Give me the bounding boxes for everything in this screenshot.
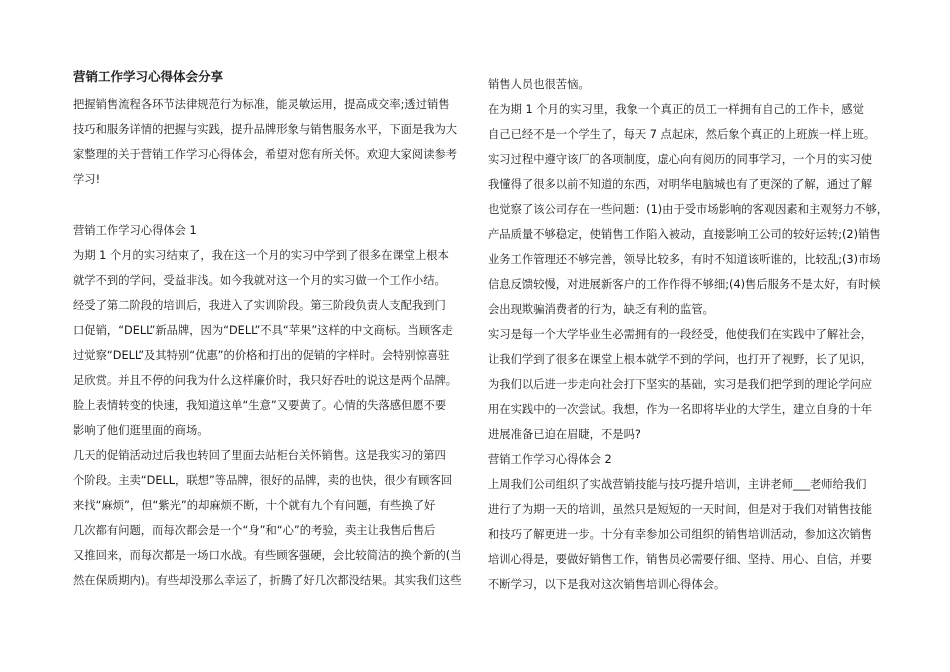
text-line: 培训心得是，要做好销售工作，销售员必需要仔细、坚持、用心、自信，并要 — [488, 553, 873, 566]
text-line: 几天的促销活动过后我也转回了里面去站柜台关怀销售。这是我实习的第四 — [73, 449, 446, 462]
text-line: 技巧和服务详情的把握与实践，提升品牌形象与销售服务水平，下面是我为大 — [73, 123, 458, 136]
text-line: 上周我们公司组织了实战营销技能与技巧提升培训，主讲老师___老师给我们 — [488, 478, 867, 491]
text-line: 自己已经不是一个学生了，每天 7 点起床，然后象个真正的上班族一样上班。 — [488, 128, 876, 141]
text-line: 为我们以后进一步走向社会打下坚实的基础，实习是我们把学到的理论学问应 — [488, 378, 873, 391]
text-line: 又推回来，而每次都是一场口水战。有些顾客强硬，会比较简洁的换个新的(当 — [73, 549, 462, 562]
text-line: 个阶段。主卖“DELL，联想”等品牌，很好的品牌，卖的也快，很少有顾客回 — [73, 474, 453, 487]
text-line: 过觉察“DELL”及其特别“优惠”的价格和打出的促销的字样时。会特别惊喜驻 — [73, 349, 450, 362]
text-line: 影响了他们逛里面的商场。 — [73, 424, 209, 437]
text-line: 家整理的关于营销工作学习心得体会，希望对您有所关怀。欢迎大家阅读参考 — [73, 148, 458, 161]
text-line: 就学不到的学问，受益非浅。如今我就对这一个月的实习做一个工作小结。 — [73, 274, 446, 287]
text-line: 和技巧了解更进一步。十分有幸参加公司组织的销售培训活动，参加这次销售 — [488, 528, 873, 541]
document-title: 营销工作学习心得体会分享 — [73, 69, 224, 84]
text-line: 在为期 1 个月的实习里，我象一个真正的员工一样拥有自己的工作卡，感觉 — [488, 103, 864, 116]
text-line: 进行了为期一天的培训，虽然只是短短的一天时间，但是对于我们对销售技能 — [488, 503, 873, 516]
text-line: 口促销，“DELL”新品牌，因为“DELL”不具“苹果”这样的中文商标。当顾客走 — [73, 324, 453, 337]
text-line: 实习过程中遵守该厂的各项制度，虚心向有阅历的同事学习，一个月的实习使 — [488, 153, 873, 166]
text-line: 实习是每一个大学毕业生必需拥有的一段经受，他使我们在实践中了解社会， — [488, 328, 873, 341]
text-line: 让我们学到了很多在课堂上根本就学不到的学问，也打开了视野，长了见识， — [488, 353, 873, 366]
text-line: 销售人员也很苦恼。 — [488, 78, 590, 91]
text-line: 脸上表情转变的快速，我知道这单“生意”又要黄了。心情的失落感但愿不要 — [73, 399, 447, 412]
text-line: 产品质量不够稳定，使销售工作陷入被动，直接影响工公司的较好运转;(2)销售 — [488, 228, 881, 241]
text-line: 经受了第二阶段的培训后，我进入了实训阶段。第三阶段负责人支配我到门 — [73, 299, 446, 312]
section-heading: 营销工作学习心得体会 2 — [488, 453, 612, 466]
text-line: 学习! — [73, 173, 101, 186]
text-line: 业务工作管理还不够完善，领导比较多，有时不知道该听谁的，比较乱;(3)市场 — [488, 253, 881, 266]
section-heading: 营销工作学习心得体会 1 — [73, 224, 197, 237]
text-line: 我懂得了很多以前不知道的东西，对明华电脑城也有了更深的了解，通过了解 — [488, 178, 873, 191]
text-line: 几次都有问题，而每次都会是一个“身”和“心”的考验，卖主让我售后售后 — [73, 524, 436, 537]
text-line: 用在实践中的一次尝试。我想，作为一名即将毕业的大学生，建立自身的十年 — [488, 403, 873, 416]
text-line: 为期 1 个月的实习结束了，我在这一个月的实习中学到了很多在课堂上根本 — [73, 249, 449, 262]
text-line: 会出现欺骗消费者的行为，缺乏有利的监管。 — [488, 303, 714, 316]
text-line: 来找“麻烦”，但“紫光”的却麻烦不断，十个就有九个有问题，有些换了好 — [73, 499, 436, 512]
text-line: 把握销售流程各环节法律规范行为标准，能灵敏运用，提高成交率;透过销售 — [73, 98, 450, 111]
text-line: 也觉察了该公司存在一些问题：(1)由于受市场影响的客观因素和主观努力不够， — [488, 203, 889, 216]
text-line: 不断学习，以下是我对这次销售培训心得体会。 — [488, 578, 726, 591]
text-line: 然在保质期内)。有些却没那么幸运了，折腾了好几次都没结果。其实我们这些 — [73, 574, 462, 587]
text-line: 进展准备已迫在眉睫，不是吗? — [488, 428, 641, 441]
text-line: 足欣赏。并且不停的问我为什么这样廉价时，我只好吞吐的说这是两个品牌。 — [73, 374, 458, 387]
text-line: 信息反馈较慢，对进展新客户的工作作得不够细;(4)售后服务不是太好，有时候 — [488, 278, 881, 291]
